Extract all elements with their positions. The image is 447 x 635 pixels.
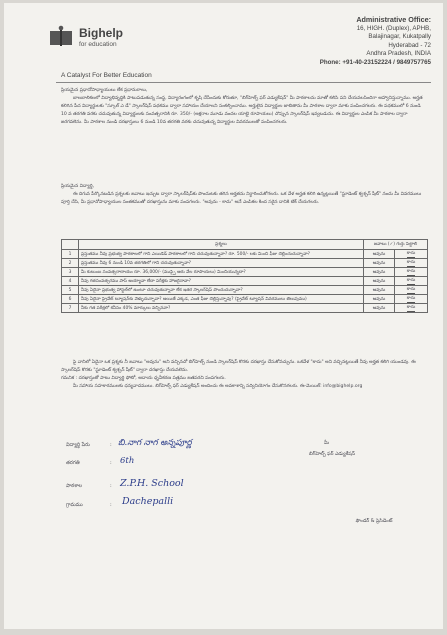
question-table [61,239,428,313]
answer-no[interactable]: కాదు [395,268,428,277]
header-questions: ప్రశ్నలు [79,240,364,250]
office-line: Balajinagar, Kukatpally [368,33,431,41]
closing-text [61,359,427,391]
question-text: ప్రస్తుతము నీవు 6 నుండి 10వ తరగతిలో గాని చదువుతున్నావా? [79,259,364,268]
salutation: ప్రియమైన ప్రధానోపాధ్యాయులు లేక ప్రధానురాలు, [61,88,148,93]
office-line: Hyderabad - 72 [388,41,431,49]
answer-yes[interactable]: అవును [364,286,395,295]
field-class[interactable]: 6th [120,456,135,466]
answer-yes[interactable]: అవును [364,277,395,286]
signature-yours: మీ [324,441,330,446]
colon: : [110,460,112,466]
answer-yes[interactable]: అవును [364,250,395,259]
question-text: నీవు ఏదైనా ప్రైవేట్ ట్యూషన్‌కు వెళ్ళుచున్నావా? అయితే ఎక్కడ, ఎంత ఫీజు చెల్లిస్తున్నావు? (ప్రైవేట్ ట్యూషన్ వివరములు తెలుపుము) [79,295,364,304]
answer-no[interactable]: కాదు [395,277,428,286]
question-text: మీ కుటుంబ సంవత్సరాదాయం రూ. 36,000/- (ముప్పై ఆరు వేల రూపాయలు) మించియున్నదా? [79,268,364,277]
answer-yes[interactable]: అవును [364,268,395,277]
letter-page [4,3,443,629]
field-village[interactable]: Dachepalli [122,496,174,507]
question-text: నీకు గత పరీక్షలో కనీసం 40% మార్కులు వచ్చినవా? [79,304,364,313]
answer-no[interactable]: కాదు [395,286,428,295]
header-divider [56,82,431,83]
brand-subtitle: for education [79,41,117,48]
colon: : [110,483,112,489]
paragraph-3: పై వానిలో ఏదైనా ఒక ప్రశ్నకు నీ జవాబు "అవును" అని వచ్చినచో బిగ్‌హెల్ప్ నుండి స్కాలర్‌షిప్ కొరకు దరఖాస్తు చేసుకోవచ్చును. ఒకవేళ "కాదు" అని వచ్చినట్లయితే నీవు అర్హత కలిగి యుండవు. ఈ స్కాలర్‌షిప్ కొరకు "స్టూడెంట్ క్వశ్చన్ షీట్" ద్వారా దరఖాస్తు చేయవలెను. [61,360,416,374]
paragraph-2: ఈ దిగువ పేర్కొనబడిన ప్రశ్నలకు జవాబు ఇచ్చుట ద్వారా స్కాలర్‌షిప్‌కు పొందుటకు తగిన అర్హతను నిర్ధారించుకోగలరు. ఒక వేళ అర్హత కలిగి ఉన్నట్లయితే "స్టూడెంట్ క్వశ్చన్ షీట్" నందు మీ వివరములు పూర్తి చేసి, మీ ప్రధానోపాధ్యాయుల సంతకముతో దరఖాస్తును మాకు పంపగలరు. "అవును - కాదు" అనే ఎంపికల కింద సరైన దానికి టిక్ చేయగలరు. [61,192,422,206]
label-village: గ్రామము [66,502,83,508]
tagline: A Catalyst For Better Education [61,72,152,79]
table-row: 2 ప్రస్తుతము నీవు 6 నుండి 10వ తరగతిలో గాని చదువుతున్నావా? అవును కాదు [62,259,428,268]
office-line: Andhra Pradesh, INDIA [366,50,431,58]
label-school: పాఠశాల [66,483,83,489]
answer-yes[interactable]: అవును [364,304,395,313]
book-logo-icon [48,25,74,51]
office-phone: Phone: +91-40-23152224 / 9849757765 [319,58,431,66]
letter-student [61,183,427,207]
letter-intro [61,87,427,127]
paragraph-4: మీ సహాయ సహకారములకు ధన్యవాదములు. బిగ్‌హెల్ప్ ఫర్ ఎడ్యుకేషన్ అందించు ఈ అవకాశాన్ని సద్వినియోగం చేసుకొనగలరు. ఈ-మెయిల్: info@bighelp.org [73,384,363,390]
answer-no[interactable]: కాదు [395,304,428,313]
label-student-name: విద్యార్థి పేరు [66,442,90,448]
paragraph-1: బాలబాలికలలో విద్యాభివృద్ధికి పాటుపడుతున్న సంస్థ, విద్యారంగంలో కృషి చేసేందుకు కోరుతూ, "బిగ్‌హెల్ప్ ఫర్ ఎడ్యుకేషన్" మీ పాఠశాలను మాతో కలిసి పని చేయవలసిందిగా ఆహ్వానిస్తున్నాము. అర్హత కలిగిన పేద విద్యార్థులకు "స్కూల్ ఎ డే" స్కాలర్‌షిప్ పథకము ద్వారా సహాయం చేయాలని సంకల్పించాము. అర్హులైన విద్యార్థుల జాబితాను మీ పాఠశాల ద్వారా మాకు పంపించగలరు. ఈ పథకములో 6 నుండి 10 వ తరగతి వరకు చదువుతున్న విద్యార్థులకు సంవత్సరానికి రూ. 350/- (అక్షరాల మూడు వందల యాభై రూపాయలు) చొప్పున స్కాలర్‌షిప్ ఇవ్వబడును. ఈ విద్యార్థుల ఎంపిక మీ పాఠశాల ద్వారా జరగవలెను. మీ పాఠశాల నుండి దరఖాస్తులు 6 నుండి 10వ తరగతి వరకు చదువుతున్న విద్యార్థుల వివరములతో పంపించగలరు. [61,96,423,126]
header-answer: జవాబు (✓) గుర్తు పెట్టాలి [364,240,428,250]
brand-name: Bighelp [79,26,123,40]
table-row: 3 మీ కుటుంబ సంవత్సరాదాయం రూ. 36,000/- (ముప్పై ఆరు వేల రూపాయలు) మించియున్నదా? అవును కాదు [62,268,428,277]
question-text: ప్రస్తుతము నీవు ప్రభుత్వ పాఠశాలలో గాని ఎయిడెడ్ పాఠశాలలో గాని చదువుతున్నావా? రూ. 500/- లకు మించి ఫీజు చెల్లించుచున్నావా? [79,250,364,259]
table-row: 1 ప్రస్తుతము నీవు ప్రభుత్వ పాఠశాలలో గాని ఎయిడెడ్ పాఠశాలలో గాని చదువుతున్నావా? రూ. 500/- లకు మించి ఫీజు చెల్లించుచున్నావా? అవును కాదు [62,250,428,259]
office-line: 16, HIGH. (Duplex), APHB, [356,24,431,32]
answer-no[interactable]: కాదు [395,295,428,304]
note: గమనిక : దరఖాస్తుతో పాటు విద్యార్థి ఫోటో, ఆదాయ ధృవీకరణ పత్రము జతపరచి పంపగలరు. [61,376,226,382]
answer-no[interactable]: కాదు [395,250,428,259]
answer-yes[interactable]: అవును [364,259,395,268]
label-class: తరగతి [66,460,80,466]
office-address [261,16,431,68]
table-header-row [62,240,428,250]
question-text: నీవు గతసంవత్సరము పాస్ అయ్యావా లేదా పరీక్షకు హాజరైనావా? [79,277,364,286]
signature-org: బిగ్‌హెల్ప్ ఫర్ ఎడ్యుకేషన్ [308,452,356,457]
signature-title: ఫౌండర్ & ప్రెసిడెంట్ [355,519,393,524]
table-row: 5 నీవు ఏదైనా ప్రభుత్వ హాస్టల్‌లో ఉంటూ చదువుతున్నావా లేక ఇతర స్కాలర్‌షిప్ పొందుచున్నావా? అవును కాదు [62,286,428,295]
colon: : [110,502,112,508]
field-school[interactable]: Z.P.H. School [120,478,184,489]
answer-no[interactable]: కాదు [395,259,428,268]
salutation-student: ప్రియమైన విద్యార్థి, [61,184,95,189]
table-row: 7 నీకు గత పరీక్షలో కనీసం 40% మార్కులు వచ్చినవా? అవును కాదు [62,304,428,313]
table-row: 6 నీవు ఏదైనా ప్రైవేట్ ట్యూషన్‌కు వెళ్ళుచున్నావా? అయితే ఎక్కడ, ఎంత ఫీజు చెల్లిస్తున్నావు? (ప్రైవేట్ ట్యూషన్ వివరములు తెలుపుము) అవును కాదు [62,295,428,304]
question-text: నీవు ఏదైనా ప్రభుత్వ హాస్టల్‌లో ఉంటూ చదువుతున్నావా లేక ఇతర స్కాలర్‌షిప్ పొందుచున్నావా? [79,286,364,295]
colon: : [110,442,112,448]
field-student-name[interactable]: బి.నాగ నాగ అన్నపూర్ణ [118,438,192,448]
answer-yes[interactable]: అవును [364,295,395,304]
office-title: Administrative Office: [356,15,431,24]
table-row: 4 నీవు గతసంవత్సరము పాస్ అయ్యావా లేదా పరీక్షకు హాజరైనావా? అవును కాదు [62,277,428,286]
